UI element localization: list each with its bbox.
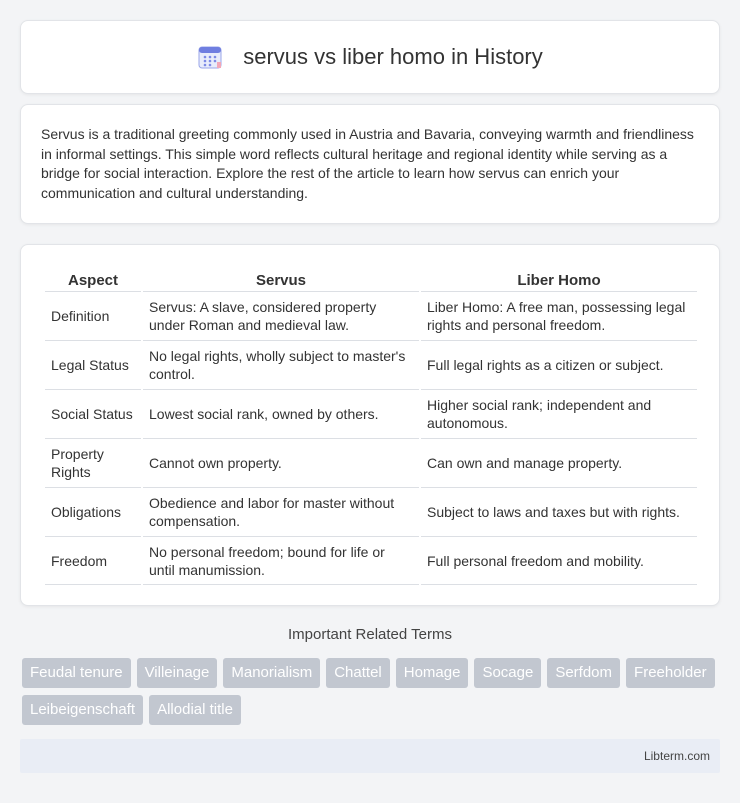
term-tag[interactable]: Freeholder bbox=[626, 658, 715, 688]
cell-aspect: Legal Status bbox=[45, 340, 141, 389]
cell-servus: Servus: A slave, considered property under Roman and medieval law. bbox=[143, 291, 419, 340]
footer-site-link[interactable]: Libterm.com bbox=[643, 749, 710, 763]
comparison-table bbox=[43, 265, 699, 585]
header-aspect: Aspect bbox=[67, 271, 119, 289]
cell-servus: No personal freedom; bound for life or until manumission. bbox=[143, 536, 419, 585]
cell-servus: Lowest social rank, owned by others. bbox=[143, 389, 419, 438]
cell-aspect: Social Status bbox=[45, 389, 141, 438]
intro-card bbox=[20, 104, 720, 224]
calendar-grid-icon bbox=[197, 44, 223, 70]
page-title: servus vs liber homo in History bbox=[243, 44, 543, 69]
cell-aspect: Definition bbox=[45, 291, 141, 340]
header-servus: Servus bbox=[255, 271, 307, 289]
term-tag[interactable]: Homage bbox=[396, 658, 469, 688]
cell-liber-homo: Liber Homo: A free man, possessing legal rights and personal freedom. bbox=[421, 291, 697, 340]
cell-servus: Obedience and labor for master without compensation. bbox=[143, 487, 419, 536]
table-row bbox=[45, 291, 697, 340]
cell-liber-homo: Full legal rights as a citizen or subject. bbox=[421, 340, 697, 389]
term-tag[interactable]: Chattel bbox=[326, 658, 390, 688]
footer bbox=[20, 739, 720, 773]
header-liber-homo: Liber Homo bbox=[517, 271, 601, 289]
intro-text: Servus is a traditional greeting commonly used in Austria and Bavaria, conveying warmth and friendliness in informal settings. This simple word reflects cultural heritage and regional identity while serving as a bridge for social interaction. Explore the rest of the article to learn how servus can enrich your communication and cultural understanding. bbox=[41, 126, 694, 201]
comparison-card bbox=[20, 244, 720, 606]
term-tag[interactable]: Villeinage bbox=[137, 658, 218, 688]
cell-servus: Cannot own property. bbox=[143, 438, 419, 487]
table-row bbox=[45, 487, 697, 536]
related-terms-title: Important Related Terms bbox=[288, 626, 452, 643]
table-header-row bbox=[45, 265, 697, 291]
term-tag[interactable]: Allodial title bbox=[149, 695, 241, 725]
term-tag[interactable]: Serfdom bbox=[547, 658, 620, 688]
table-row bbox=[45, 438, 697, 487]
table-row bbox=[45, 389, 697, 438]
cell-liber-homo: Can own and manage property. bbox=[421, 438, 697, 487]
header-card bbox=[20, 20, 720, 94]
cell-aspect: Property Rights bbox=[45, 438, 141, 487]
term-tag[interactable]: Feudal tenure bbox=[22, 658, 131, 688]
cell-aspect: Freedom bbox=[45, 536, 141, 585]
term-tag[interactable]: Leibeigenschaft bbox=[22, 695, 143, 725]
cell-liber-homo: Full personal freedom and mobility. bbox=[421, 536, 697, 585]
term-tag[interactable]: Socage bbox=[474, 658, 541, 688]
term-tag[interactable]: Manorialism bbox=[223, 658, 320, 688]
cell-servus: No legal rights, wholly subject to master's control. bbox=[143, 340, 419, 389]
related-terms-list bbox=[22, 658, 722, 725]
cell-liber-homo: Subject to laws and taxes but with rights. bbox=[421, 487, 697, 536]
table-row bbox=[45, 340, 697, 389]
cell-liber-homo: Higher social rank; independent and autonomous. bbox=[421, 389, 697, 438]
table-row bbox=[45, 536, 697, 585]
cell-aspect: Obligations bbox=[45, 487, 141, 536]
